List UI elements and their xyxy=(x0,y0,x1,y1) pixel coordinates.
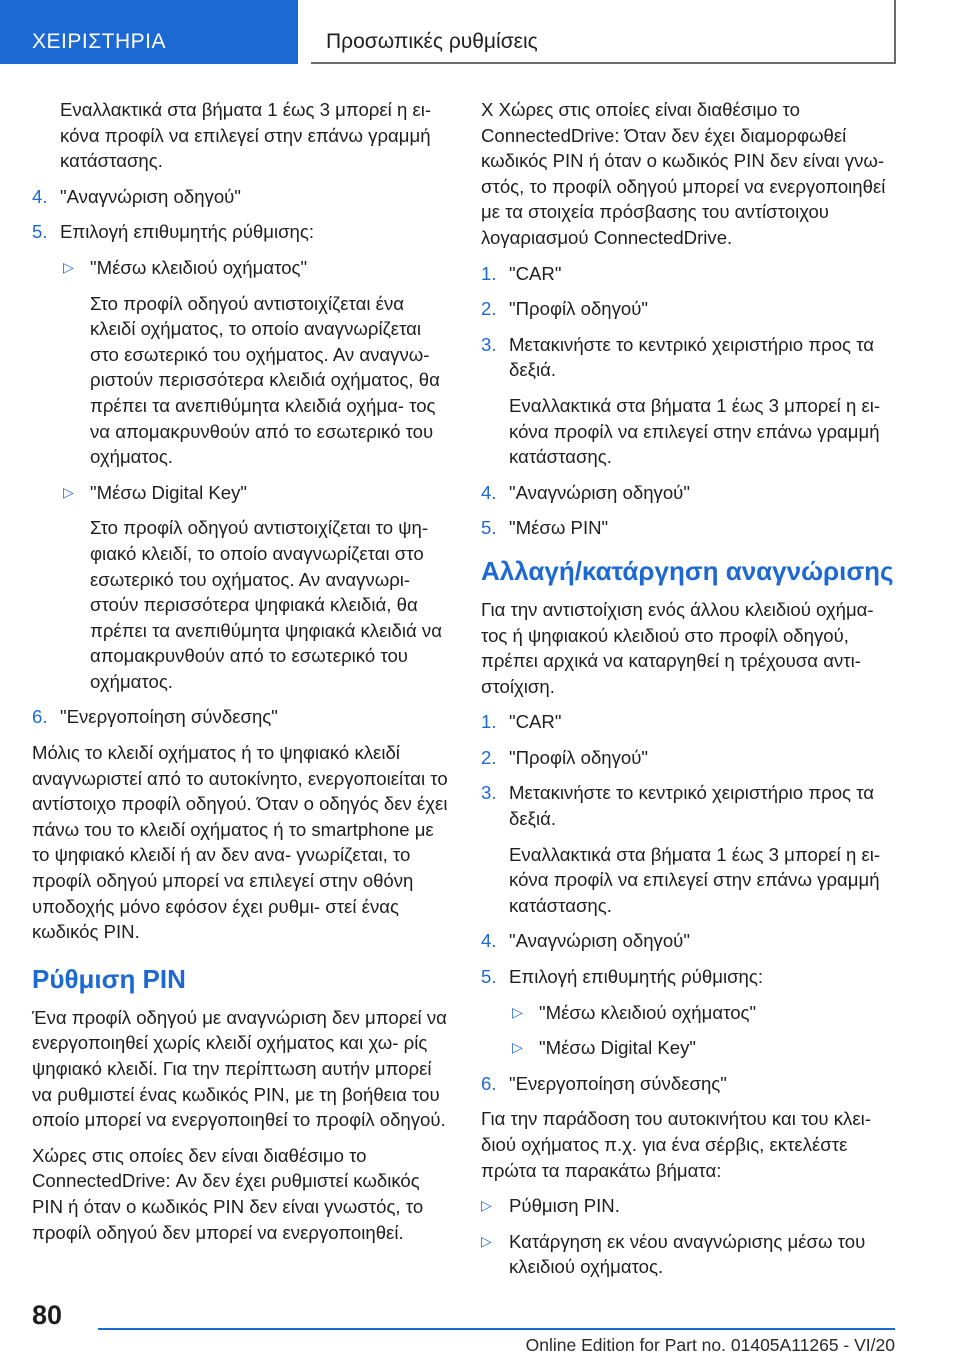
step-text: "Αναγνώριση οδηγού" xyxy=(60,185,241,207)
paragraph: Για την αντιστοίχιση ενός άλλου κλειδιού οχήμα‐ τος ή ψηφιακού κλειδιού στο προφίλ οδηγού, πρέπει αρχικά να καταργηθεί η τρέχουσα αντι‐ στοίχιση. xyxy=(481,598,874,697)
step-text: "Αναγνώριση οδηγού" xyxy=(509,930,690,952)
list-item xyxy=(32,184,450,210)
triangle-right-icon: ▷ xyxy=(512,1039,523,1056)
step-number: 3. xyxy=(481,782,497,804)
step-text: Επιλογή επιθυμητής ρύθμισης: xyxy=(509,966,764,988)
triangle-right-icon: ▷ xyxy=(63,483,74,500)
step-text: Μετακινήστε το κεντρικό χειριστήριο προς τα δεξιά. xyxy=(509,333,875,381)
option-item xyxy=(32,255,450,281)
bullet-item xyxy=(481,1193,895,1219)
list-item xyxy=(481,261,895,287)
step-number: 6. xyxy=(481,1072,497,1094)
list-item xyxy=(481,709,895,735)
step-number: 3. xyxy=(481,333,497,355)
right-column xyxy=(481,97,895,1290)
step-number: 6. xyxy=(32,706,48,728)
list-item xyxy=(481,515,895,541)
option-description: Στο προφίλ οδηγού αντιστοιχίζεται το ψη‐ φιακό κλειδί, το οποίο αναγνωρίζεται στο εσωτερικό του οχήματος. Αν αναγνωρι‐ στούν περισσότερα ψηφιακά κλειδιά, θα πρέπει τα ανεπιθύμητα ψηφιακά κλειδιά να απομακρυνθούν από το εσωτερικό του οχήματος. xyxy=(90,517,442,692)
step-number: 5. xyxy=(32,221,48,243)
section-heading: Αλλαγή/κατάργηση αναγνώρισης xyxy=(481,555,894,586)
paragraph: Εναλλακτικά στα βήματα 1 έως 3 μπορεί η ει‐ κόνα προφίλ να επιλεγεί στην επάνω γραμμή κατάστασης. xyxy=(509,843,881,916)
option-text: "Μέσω Digital Key" xyxy=(90,481,248,503)
list-item xyxy=(481,480,895,506)
page-number: 80 xyxy=(32,1300,63,1330)
triangle-right-icon: ▷ xyxy=(512,1003,523,1020)
option-item xyxy=(481,1000,895,1026)
list-item xyxy=(481,1071,895,1097)
triangle-right-icon: ▷ xyxy=(481,1232,492,1249)
option-item xyxy=(32,480,450,506)
triangle-right-icon: ▷ xyxy=(63,258,74,275)
list-item xyxy=(32,704,450,730)
list-item xyxy=(481,296,895,322)
step-text: Επιλογή επιθυμητής ρύθμισης: xyxy=(60,221,315,243)
section-title: ΧΕΙΡΙΣΤΗΡΙΑ xyxy=(32,30,167,53)
list-item xyxy=(32,219,450,245)
paragraph: Για την παράδοση του αυτοκινήτου και του κλει‐ διού οχήματος π.χ. για ένα σέρβις, εκτελέστε πρώτα τα παρακάτω βήματα: xyxy=(481,1108,871,1181)
paragraph: Χώρες στις οποίες δεν είναι διαθέσιμο το ConnectedDrive: Αν δεν έχει ρυθμιστεί κωδικός PIN ή όταν ο κωδικός PIN δεν είναι γνωστός, το προφίλ οδηγού δεν μπορεί να ενεργοποιηθεί. xyxy=(32,1144,424,1243)
paragraph: Ένα προφίλ οδηγού με αναγνώριση δεν μπορεί να ενεργοποιηθεί χωρίς κλειδί οχήματος και χω‐ ρίς ψηφιακό κλειδί. Για την περίπτωση αυτήν μπορεί να ρυθμιστεί ένας κωδικός PIN, με τη βοήθεια του οποίο μπορεί να ενεργοποιηθεί το προφίλ οδηγού. xyxy=(32,1006,447,1131)
chapter-tab xyxy=(311,0,896,64)
step-text: "Προφίλ οδηγού" xyxy=(509,746,649,768)
step-number: 1. xyxy=(481,711,497,733)
step-number: 4. xyxy=(481,930,497,952)
step-text: "Ενεργοποίηση σύνδεσης" xyxy=(509,1072,727,1094)
step-text: "Ενεργοποίηση σύνδεσης" xyxy=(60,706,278,728)
option-text: "Μέσω κλειδιού οχήματος" xyxy=(539,1001,757,1023)
list-item xyxy=(481,332,895,383)
step-text: "CAR" xyxy=(509,711,562,733)
section-tab[interactable] xyxy=(0,0,298,64)
triangle-right-icon: ▷ xyxy=(481,1197,492,1214)
option-description: Στο προφίλ οδηγού αντιστοιχίζεται ένα κλειδί οχήματος, το οποίο αναγνωρίζεται στο εσωτερικό του οχήματος. Αν αναγνω‐ ριστούν περισσότερα κλειδιά οχήματος, θα πρέπει τα ανεπιθύμητα κλειδιά οχήμα‐ τος να απομακρυνθούν από το εσωτερικό του οχήματος. xyxy=(90,292,440,468)
step-number: 2. xyxy=(481,746,497,768)
footer-divider xyxy=(98,1328,895,1330)
paragraph: Εναλλακτικά στα βήματα 1 έως 3 μπορεί η ει‐ κόνα προφίλ να επιλεγεί στην επάνω γραμμή κατάστασης. xyxy=(60,99,432,172)
bullet-text: Ρύθμιση PIN. xyxy=(509,1195,620,1217)
list-item xyxy=(481,780,895,831)
step-text: "Προφίλ οδηγού" xyxy=(509,298,649,320)
paragraph: Χ Χώρες στις οποίες είναι διαθέσιμο το ConnectedDrive: Όταν δεν έχει διαμορφωθεί κωδικός PIN ή όταν ο κωδικός PIN δεν είναι γνω‐ στός, το προφίλ οδηγού μπορεί να ενεργοποιηθεί με τα στοιχεία πρόσβασης του αντίστοιχου λογαριασμού ConnectedDrive. xyxy=(481,99,886,248)
step-text: "Αναγνώριση οδηγού" xyxy=(509,481,690,503)
list-item xyxy=(481,745,895,771)
paragraph: Εναλλακτικά στα βήματα 1 έως 3 μπορεί η ει‐ κόνα προφίλ να επιλεγεί στην επάνω γραμμή κατάστασης. xyxy=(509,394,881,468)
footer-edition[interactable]: Online Edition for Part no. 01405A11265 - VI/20 xyxy=(525,1335,895,1355)
bullet-text: Κατάργηση εκ νέου αναγνώρισης μέσω του κλειδιού οχήματος. xyxy=(509,1230,866,1278)
step-text: Μετακινήστε το κεντρικό χειριστήριο προς τα δεξιά. xyxy=(509,782,875,830)
step-number: 4. xyxy=(481,481,497,503)
option-item xyxy=(481,1035,895,1061)
step-number: 4. xyxy=(32,185,48,207)
paragraph: Μόλις το κλειδί οχήματος ή το ψηφιακό κλειδί αναγνωριστεί από το αυτοκίνητο, ενεργοποιείται το αντίστοιχο προφίλ οδηγού. Όταν ο οδηγός δεν έχει πάνω του το κλειδί οχήματος ή το smartphone με το ψηφιακό κλειδί ή αν δεν ανα‐ γνωρίζεται, το προφίλ οδηγού μπορεί να επιλεγεί στην οθόνη υποδοχής μόνο εφόσον έχει ρυθμι‐ στεί ένας κωδικός PIN. xyxy=(32,742,448,943)
step-number: 5. xyxy=(481,966,497,988)
section-heading: Ρύθμιση PIN xyxy=(32,963,186,994)
left-column xyxy=(32,97,450,1255)
option-text: "Μέσω κλειδιού οχήματος" xyxy=(90,256,308,278)
step-text: "CAR" xyxy=(509,262,562,284)
step-number: 1. xyxy=(481,262,497,284)
step-number: 5. xyxy=(481,517,497,539)
option-text: "Μέσω Digital Key" xyxy=(539,1037,697,1059)
list-item xyxy=(481,964,895,990)
bullet-item xyxy=(481,1229,895,1280)
chapter-title: Προσωπικές ρυθμίσεις xyxy=(326,30,538,53)
step-number: 2. xyxy=(481,298,497,320)
step-text: "Μέσω PIN" xyxy=(509,517,609,539)
list-item xyxy=(481,928,895,954)
